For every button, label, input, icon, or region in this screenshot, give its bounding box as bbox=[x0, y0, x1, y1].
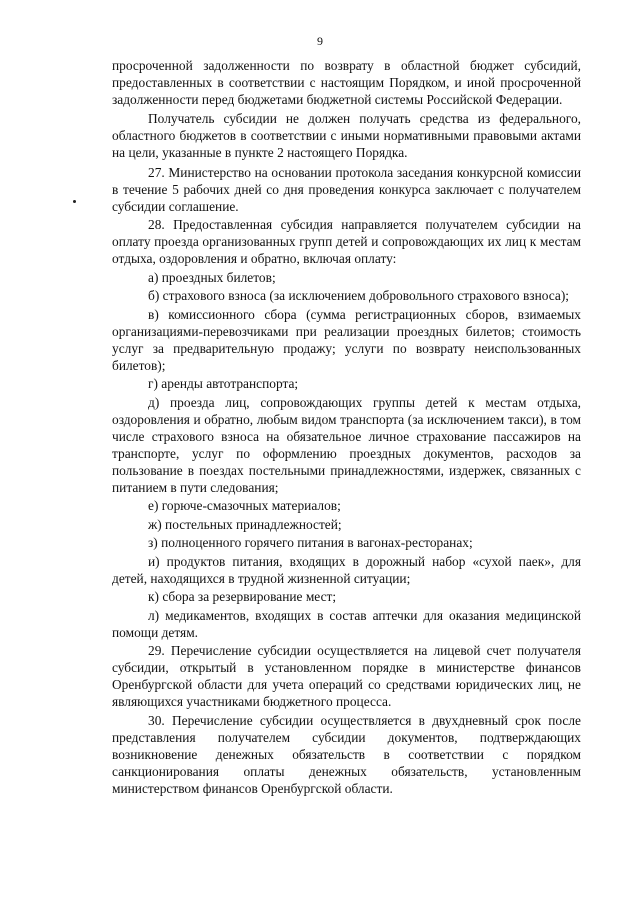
paragraph-item-29: 29. Перечисление субсидии осуществляется на лицевой счет получателя субсидии, открытый в установленном порядке в министерстве финансов Оренбургской области для учета операций со средствами юридических лиц, не являющихся участниками бюджетного процесса. bbox=[112, 643, 581, 709]
page-number: 9 bbox=[317, 34, 323, 48]
list-item-g: г) аренды автотранспорта; bbox=[148, 376, 299, 391]
paragraph-item-30: 30. Перечисление субсидии осуществляется в двухдневный срок после представления получателем субсидии документов, подтверждающих возникновение денежных обязательств в соответствии с порядком санкционирования оплаты денежных обязательств, установленным министерством финансов Оренбургской области. bbox=[112, 712, 581, 796]
list-item-e: е) горюче-смазочных материалов; bbox=[148, 498, 341, 513]
list-item-zh: ж) постельных принадлежностей; bbox=[148, 516, 342, 532]
list-item-z: з) полноценного горячего питания в вагонах-ресторанах; bbox=[148, 535, 473, 550]
list-item-l: л) медикаментов, входящих в состав аптечки для оказания медицинской помощи детям. bbox=[112, 607, 581, 640]
paragraph-item-28: 28. Предоставленная субсидия направляется получателем субсидии на оплату проезда организованных групп детей и сопровождающих их лиц к местам отдыха, оздоровления и обратно, включая оплату: bbox=[112, 217, 581, 266]
list-item-v: в) комиссионного сбора (сумма регистрационных сборов, взимаемых организациями-перевозчиками при реализации проездных билетов; стоимость услуг за предварительную продажу; услуги по возврату неиспользованных билетов); bbox=[112, 306, 581, 373]
list-item-d: д) проезда лиц, сопровождающих группы детей к местам отдыха, оздоровления и обратно, любым видом транспорта (за исключением такси), в том числе страхового взноса на обязательное личное страхование пассажиров на транспорте, услуг по оформлению проездных документов, расходов за пользование в поездах постельными принадлежностями, издержек, связанных с питанием в пути следования; bbox=[112, 394, 581, 495]
paragraph-debt-continuation: просроченной задолженности по возврату в областной бюджет субсидий, предоставленных в соответствии с настоящим Порядком, и иной просроченной задолженности перед бюджетами бюджетной системы Российской Федерации. bbox=[112, 58, 581, 107]
document-body bbox=[112, 57, 581, 798]
list-item-b: б) страхового взноса (за исключением добровольного страхового взноса); bbox=[148, 288, 569, 303]
list-item-a: а) проездных билетов; bbox=[148, 269, 276, 285]
scan-speck bbox=[73, 200, 76, 203]
list-item-i: и) продуктов питания, входящих в дорожный набор «сухой паек», для детей, находящихся в трудной жизненной ситуации; bbox=[112, 553, 581, 586]
list-item-k: к) сбора за резервирование мест; bbox=[148, 589, 337, 604]
paragraph-item-27: 27. Министерство на основании протокола заседания конкурсной комиссии в течение 5 рабочих дней со дня проведения конкурса заключает с получателем субсидии соглашение. bbox=[112, 164, 581, 214]
paragraph-funding-restriction: Получатель субсидии не должен получать средства из федерального, областного бюджетов в соответствии с иными нормативными правовыми актами на цели, указанные в пункте 2 настоящего Порядка. bbox=[112, 110, 581, 160]
